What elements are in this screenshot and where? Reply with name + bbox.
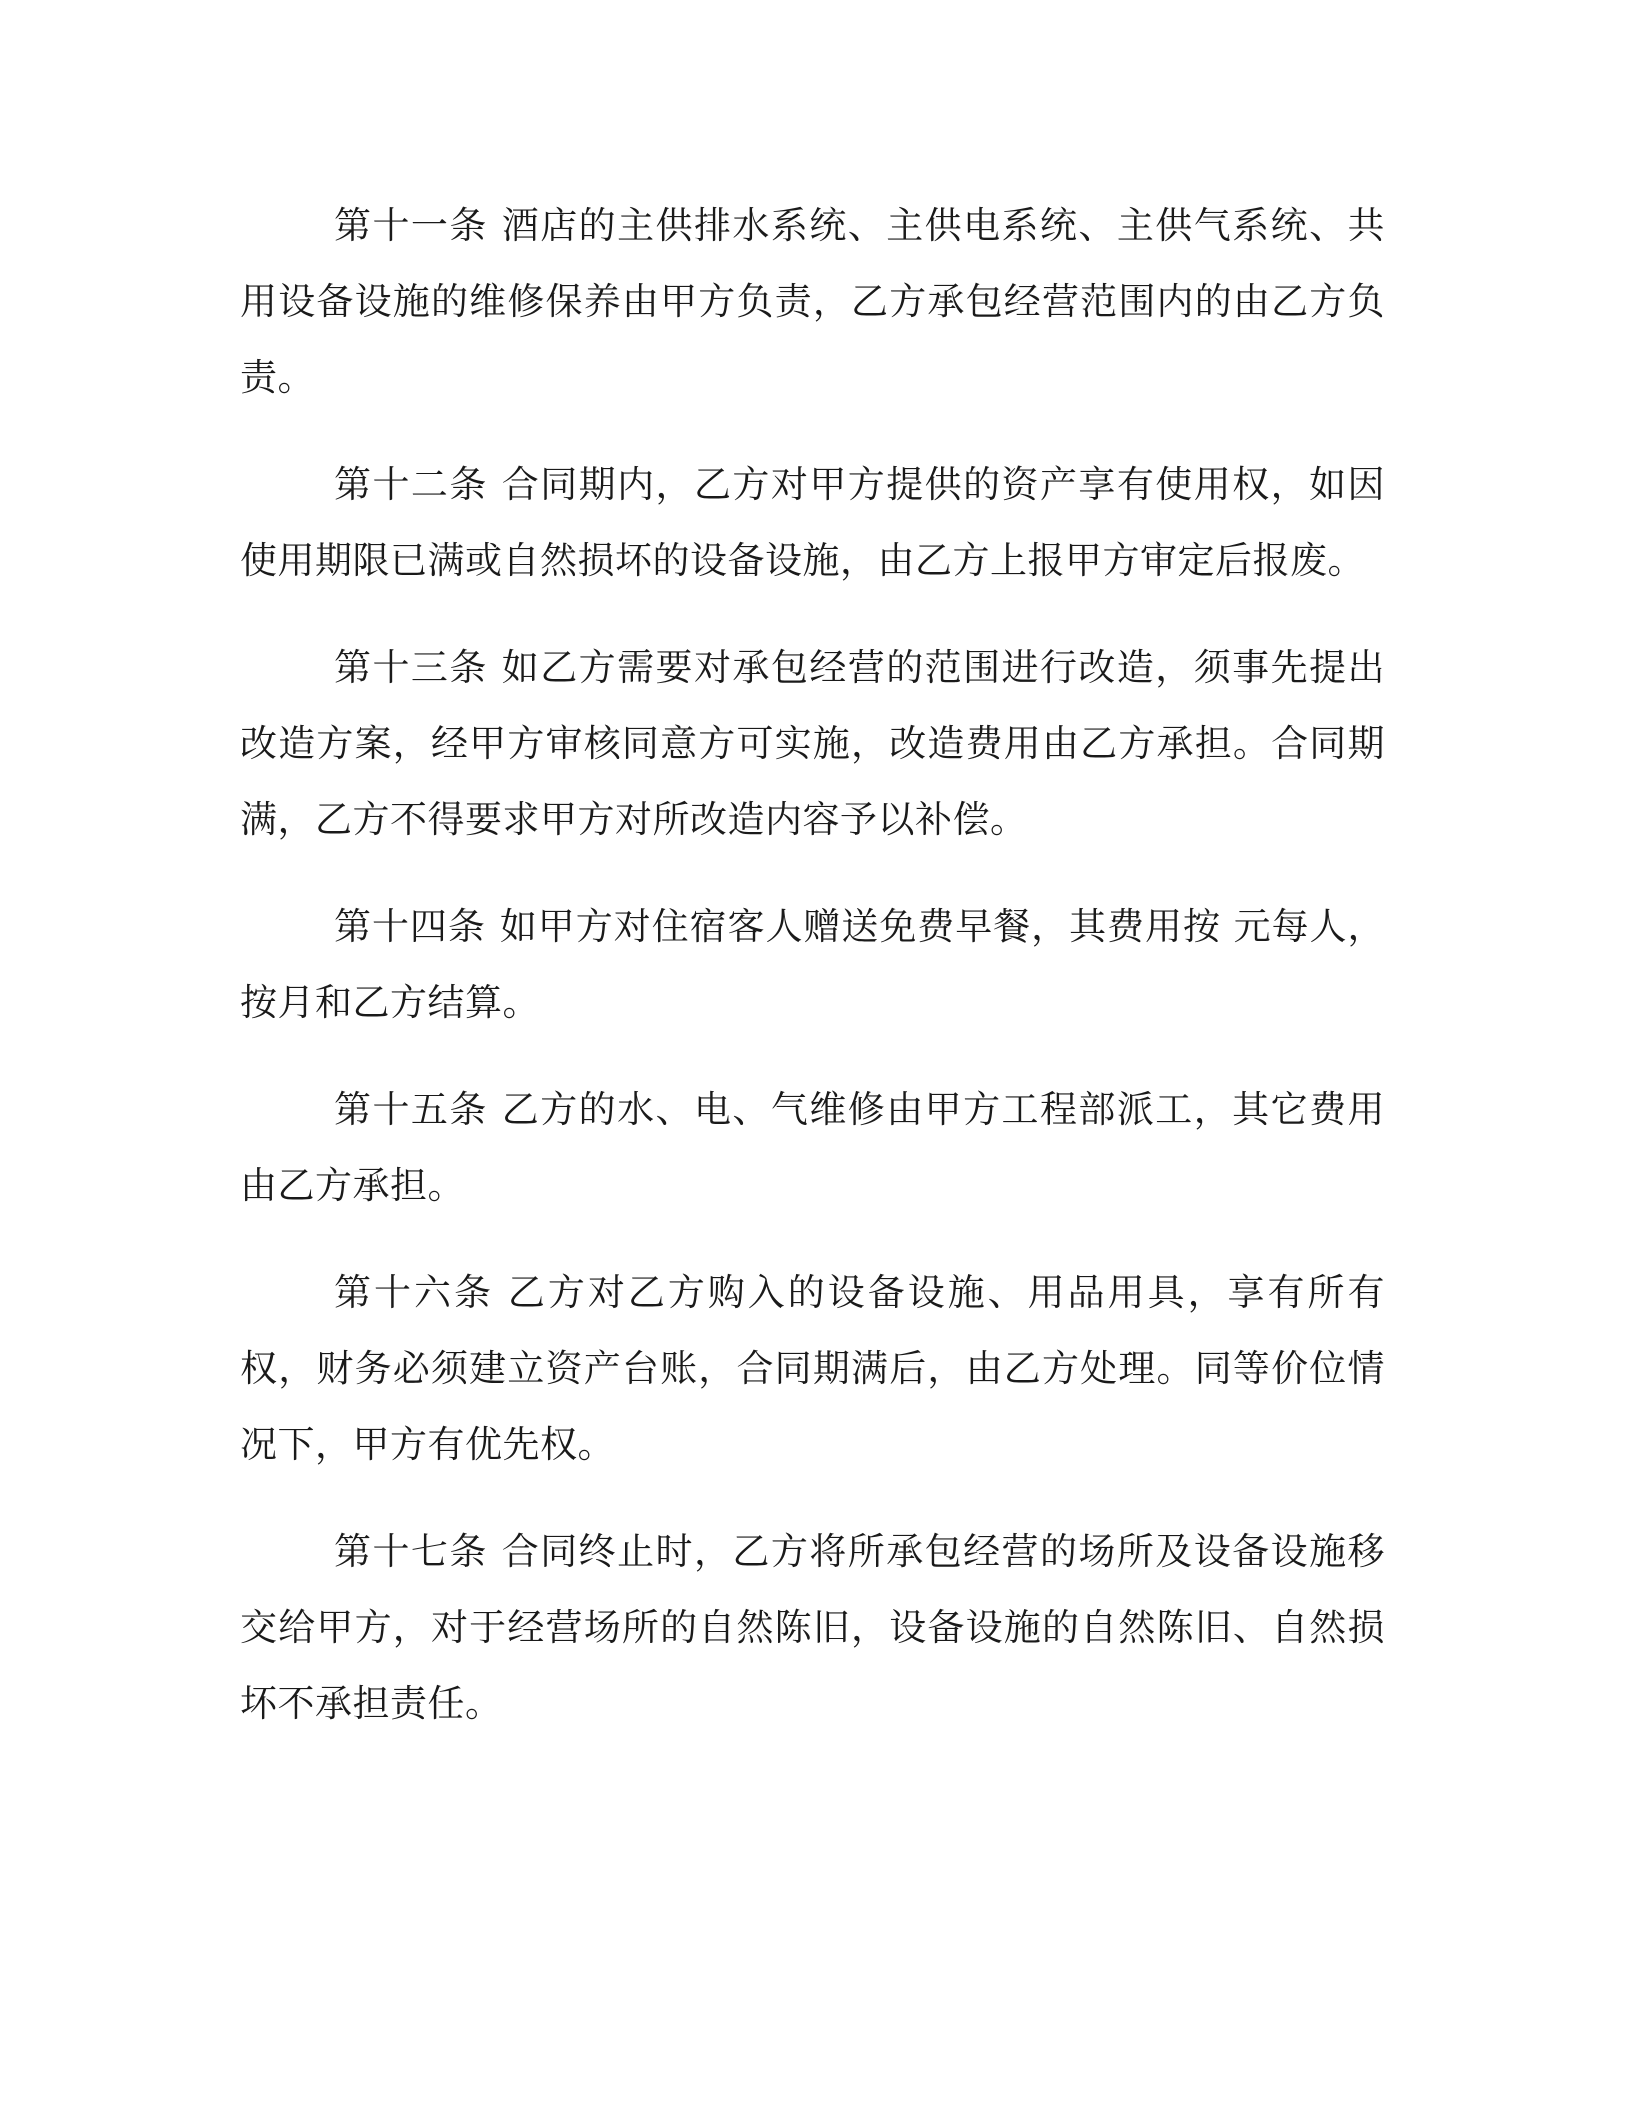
article-number: 第十三条 xyxy=(334,646,488,689)
article-11 xyxy=(240,188,1385,416)
document-body xyxy=(240,188,1385,1773)
article-text: 合同终止时，乙方将所承包经营的场所及设备设施移交给甲方，对于经营场所的自然陈旧，设备设施的自然陈旧、自然损坏不承担责任。 xyxy=(240,1530,1386,1725)
article-number: 第十七条 xyxy=(334,1530,488,1573)
article-16 xyxy=(240,1255,1385,1483)
article-number: 第十二条 xyxy=(334,463,488,506)
article-text: 如乙方需要对承包经营的范围进行改造，须事先提出改造方案，经甲方审核同意方可实施，改造费用由乙方承担。合同期满，乙方不得要求甲方对所改造内容予以补偿。 xyxy=(240,646,1386,841)
article-text: 乙方的水、电、气维修由甲方工程部派工，其它费用由乙方承担。 xyxy=(240,1088,1386,1207)
article-14 xyxy=(240,889,1385,1041)
article-17 xyxy=(240,1514,1385,1742)
article-13 xyxy=(240,630,1385,858)
article-text: 合同期内，乙方对甲方提供的资产享有使用权，如因使用期限已满或自然损坏的设备设施，由乙方上报甲方审定后报废。 xyxy=(240,463,1386,582)
article-number: 第十四条 xyxy=(334,905,486,948)
article-15 xyxy=(240,1072,1385,1224)
article-number: 第十一条 xyxy=(334,204,488,247)
article-12 xyxy=(240,447,1385,599)
article-number: 第十六条 xyxy=(334,1271,494,1314)
article-text: 乙方对乙方购入的设备设施、用品用具，享有所有权，财务必须建立资产台账，合同期满后，由乙方处理。同等价位情况下，甲方有优先权。 xyxy=(240,1271,1386,1466)
article-text: 如甲方对住宿客人赠送免费早餐，其费用按 元每人，按月和乙方结算。 xyxy=(240,905,1385,1024)
article-text: 酒店的主供排水系统、主供电系统、主供气系统、共用设备设施的维修保养由甲方负责，乙方承包经营范围内的由乙方负责。 xyxy=(240,204,1386,399)
article-number: 第十五条 xyxy=(334,1088,488,1131)
